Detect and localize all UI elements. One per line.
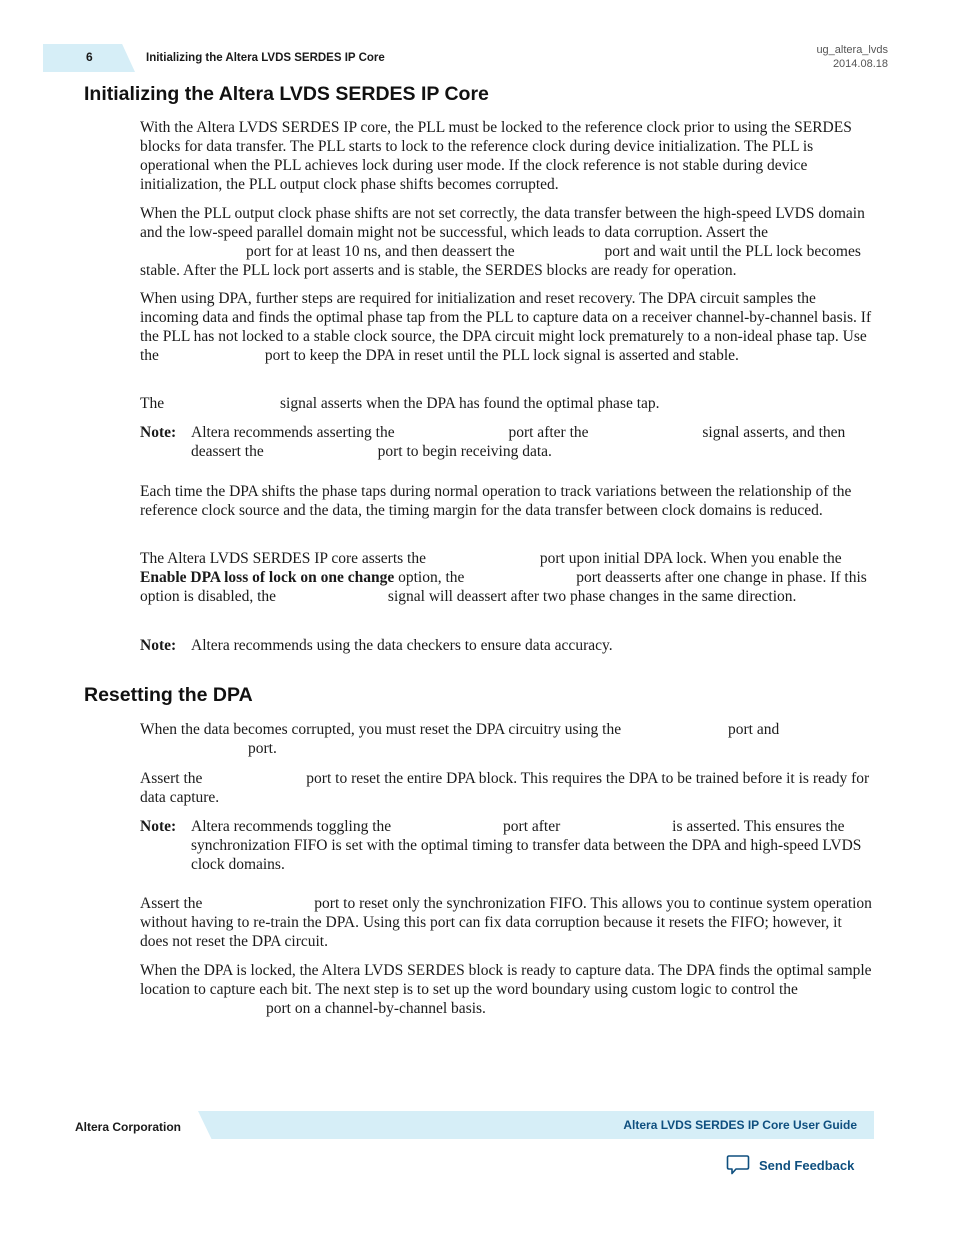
paragraph: When the data becomes corrupted, you must reset the DPA circuitry using the port and port. — [140, 721, 780, 757]
note: Note: Altera recommends asserting the port after the signal asserts, and then deassert the port to begin receiving data. — [140, 424, 846, 460]
note: Note: Altera recommends using the data checkers to ensure data accuracy. — [140, 637, 613, 654]
paragraph: When the PLL output clock phase shifts are not set correctly, the data transfer between the high-speed LVDS domain and the low-speed parallel domain might not be successful, which leads to data corruption. Assert the port for at least 10 ns, and then deassert the port and wait until the PLL lock becomes stable. After the PLL lock port asserts and is stable, the SERDES blocks are ready for operation. — [140, 205, 865, 279]
paragraph: Assert the port to reset only the synchronization FIFO. This allows you to continue system operation without having to re-train the DPA. Using this port can fix data corruption because it resets the FIFO; however, it does not reset the DPA circuit. — [140, 895, 872, 950]
paragraph: The Altera LVDS SERDES IP core asserts the port upon initial DPA lock. When you enable the Enable DPA loss of lock on one change option, the port deasserts after one change in phase. If this option is disabled, the signal will deassert after two phase changes in the same direction. — [140, 550, 867, 605]
doc-date: 2014.08.18 — [832, 58, 888, 70]
doc-id: ug_altera_lvds — [816, 44, 888, 56]
paragraph: Assert the port to reset the entire DPA block. This requires the DPA to be trained before it is ready for data capture. — [140, 770, 870, 806]
note-label: Note: — [140, 818, 177, 835]
speech-bubble-icon — [726, 1154, 750, 1176]
note: Note: Altera recommends toggling the port after is asserted. This ensures the synchronization FIFO is set with the optimal timing to transfer data between the DPA and high-speed LVDS clock domains. — [140, 818, 862, 873]
page-number: 6 — [86, 50, 93, 64]
section-heading-initializing: Initializing the Altera LVDS SERDES IP Core — [84, 83, 489, 105]
note-label: Note: — [140, 424, 177, 441]
note-label: Note: — [140, 637, 177, 654]
paragraph: With the Altera LVDS SERDES IP core, the PLL must be locked to the reference clock prior to using the SERDES blocks for data transfer. The PLL starts to lock to the reference clock during device initialization. The PLL is operational when the PLL achieves lock during user mode. If the clock reference is not stable during device initialization, the PLL output clock phase shifts becomes corrupted. — [140, 119, 852, 193]
doc-meta — [816, 43, 888, 71]
footer-company: Altera Corporation — [75, 1120, 182, 1134]
paragraph: When the DPA is locked, the Altera LVDS SERDES block is ready to capture data. The DPA finds the optimal sample location to capture each bit. The next step is to set up the word boundary using custom logic to control the port on a channel-by-channel basis. — [140, 962, 872, 1017]
send-feedback-label[interactable]: Send Feedback — [759, 1157, 855, 1173]
section-heading-resetting: Resetting the DPA — [84, 684, 253, 706]
paragraph: When using DPA, further steps are required for initialization and reset recovery. The DPA circuit samples the incoming data and finds the optimal phase tap from the PLL to capture data on a receiver channel-by-channel basis. If the PLL has not locked to a stable clock source, the DPA circuit might lock prematurely to a non-ideal phase tap. Use the port to keep the DPA in reset until the PLL lock signal is asserted and stable. — [140, 290, 872, 364]
paragraph: Each time the DPA shifts the phase taps during normal operation to track variations between the relationship of the reference clock source and the data, the timing margin for the data transfer between clock domains is reduced. — [140, 483, 852, 519]
send-feedback-link[interactable] — [726, 1154, 854, 1176]
running-title: Initializing the Altera LVDS SERDES IP Core — [146, 52, 385, 64]
footer-guide-title: Altera LVDS SERDES IP Core User Guide — [623, 1118, 857, 1132]
paragraph: The signal asserts when the DPA has found the optimal phase tap. — [140, 395, 660, 412]
